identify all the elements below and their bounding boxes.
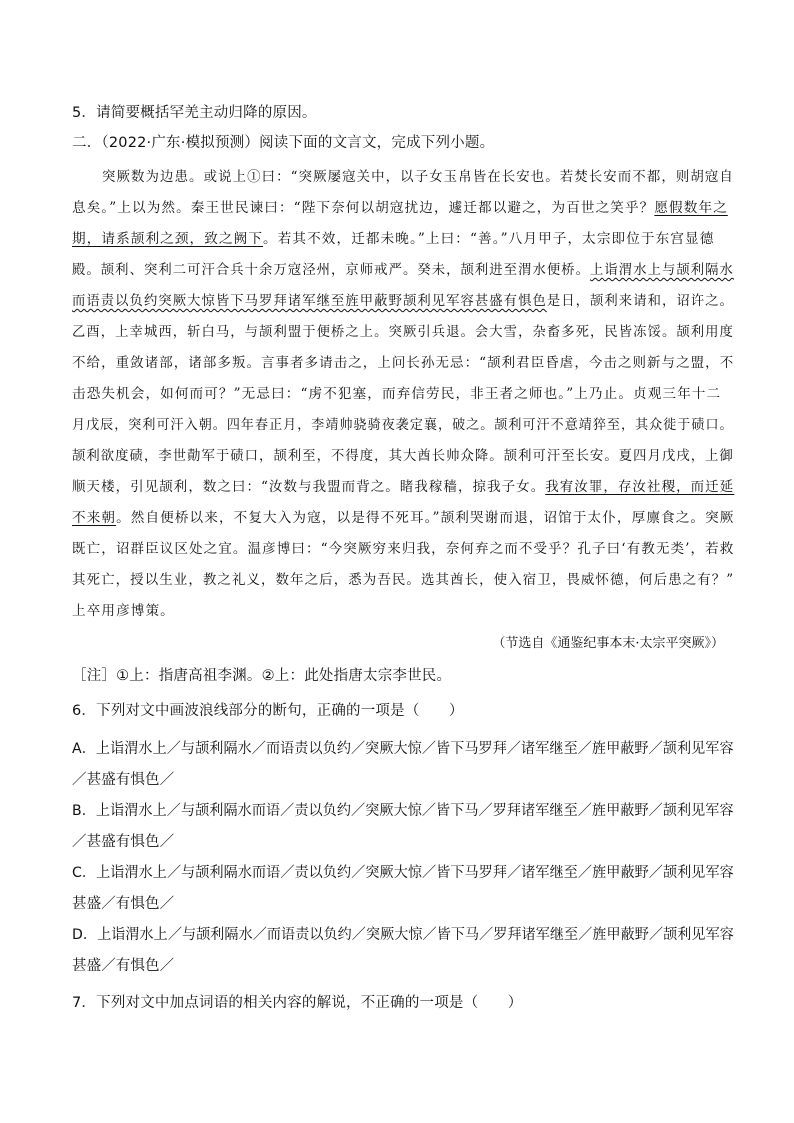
passage-text: 殿。颉利、突利二可汗合兵十余万寇泾州，京师戒严。癸未，颉利进至渭水便桥。 bbox=[72, 262, 591, 278]
option-b-continued: ／甚盛有惧色／ bbox=[72, 834, 175, 850]
passage-line: 不给，重敛诸部，诸部多叛。言事者多请击之，上问长孙无忌：“颉利君臣昏虐，今击之则新与之盟，不 bbox=[72, 355, 735, 371]
passage-line bbox=[72, 258, 734, 278]
option-a: A．上诣渭水上／与颉利隔水／而语责以负约／突厥大惊／皆下马罗拜／诸军继至／旌甲蔽野／颉利见军容 bbox=[72, 741, 734, 757]
option-d: D．上诣渭水上／与颉利隔水／而语责以负约／突厥大惊／皆下马／罗拜诸军继至／旌甲蔽野／颉利见军容 bbox=[72, 927, 734, 943]
passage-text: 息矣。”上以为然。秦王世民谏曰：“陛下奈何以胡寇扰边，遽迁都以避之，为百世之笑乎？ bbox=[72, 200, 655, 216]
question-6: 6．下列对文中画波浪线部分的断句，正确的一项是（ ） bbox=[72, 703, 464, 719]
option-d-continued: 甚盛／有惧色／ bbox=[72, 958, 175, 974]
passage-source: （节选自《通鉴纪事本末·太宗平突厥》） bbox=[492, 636, 724, 651]
question-7: 7．下列对文中加点词语的相关内容的解说，不正确的一项是（ ） bbox=[72, 995, 523, 1011]
passage-line: 击恐失机会，如何而可？”无忌曰：“虏不犯塞，而弃信劳民，非王者之师也。”上乃止。贞观三年十二 bbox=[72, 386, 722, 402]
passage-line: 月戊辰，突利可汗入朝。四年春正月，李靖帅骁骑夜袭定襄，破之。颉利可汗不意靖猝至，其众徙于碛口。 bbox=[72, 417, 734, 433]
passage-text: 。然自便桥以来，不复大入为寇，以是得不死耳。”颉利哭谢而退，诏馆于太仆，厚廪食之。突厥 bbox=[116, 510, 735, 526]
underlined-sentence: 不来朝 bbox=[72, 510, 117, 526]
passage-line bbox=[72, 475, 734, 495]
option-a-continued: ／甚盛有惧色／ bbox=[72, 772, 175, 788]
passage-line: 突厥数为边患。或说上①曰：“突厥屡寇关中，以子女玉帛皆在长安也。若焚长安而不都，则胡寇自 bbox=[102, 169, 734, 185]
passage-line: 其死亡，授以生业，教之礼义，数年之后，悉为吾民。选其酋长，使入宿卫，畏威怀德，何后患之有？” bbox=[72, 572, 735, 588]
passage-text: 顺天楼，引见颉利，数之曰：“汝数与我盟而背之。睹我稼穑，掠我子女。 bbox=[72, 479, 546, 495]
option-b: B．上诣渭水上／与颉利隔水而语／责以负约／突厥大惊／皆下马／罗拜诸军继至／旌甲蔽野／颉利见军容 bbox=[72, 803, 734, 819]
underlined-sentence: 我宥汝罪，存汝社稷，而迁延 bbox=[545, 479, 735, 495]
section-2-heading: 二．（2022·广东·模拟预测）阅读下面的文言文，完成下列小题。 bbox=[72, 135, 495, 151]
wavy-underlined-text: 而语责以负约突厥大惊皆下马罗拜诸军继至旌甲蔽野颉利见军容甚盛有惧色 bbox=[72, 293, 547, 309]
passage-text: 。若其不效，迁都未晚。”上曰：“善。”八月甲子，太宗即位于东宫显德 bbox=[263, 231, 715, 247]
wavy-underlined-text: 上诣渭水上与颉利隔水 bbox=[590, 262, 734, 278]
question-5: 5．请简要概括罕羌主动归降的原因。 bbox=[72, 105, 317, 121]
passage-line: 上卒用彦博策。 bbox=[72, 603, 175, 619]
passage-line bbox=[72, 227, 714, 247]
passage-line: 乙酉，上幸城西，斩白马，与颉利盟于便桥之上。突厥引兵退。会大雪，杂畜多死，民皆冻馁。颉利用度 bbox=[72, 324, 734, 340]
option-c: C．上诣渭水上／与颉利隔水而语／责以负约／突厥大惊／皆下马罗拜／诸军继至／旌甲蔽野／颉利见军容 bbox=[72, 865, 734, 881]
underlined-sentence: 期，请系颉利之颈，致之阙下 bbox=[72, 231, 264, 247]
passage-line bbox=[72, 196, 728, 216]
passage-line bbox=[72, 506, 734, 526]
passage-line: 既亡，诏群臣议区处之宜。温彦博曰：“今突厥穷来归我，奈何弃之而不受乎？孔子曰‘有教无类’，若救 bbox=[72, 541, 735, 557]
passage-line: 颉利欲度碛，李世勣军于碛口，颉利至，不得度，其大酋长帅众降。颉利可汗至长安。夏四月戊戌，上御 bbox=[72, 448, 734, 464]
option-c-continued: 甚盛／有惧色／ bbox=[72, 896, 175, 912]
annotation-note: ［注］①上：指唐高祖李渊。②上：此处指唐太宗李世民。 bbox=[72, 668, 452, 684]
underlined-sentence: 愿假数年之 bbox=[654, 200, 728, 216]
passage-line bbox=[72, 289, 734, 309]
passage-text: 是日，颉利来请和，诏许之。 bbox=[546, 293, 734, 309]
